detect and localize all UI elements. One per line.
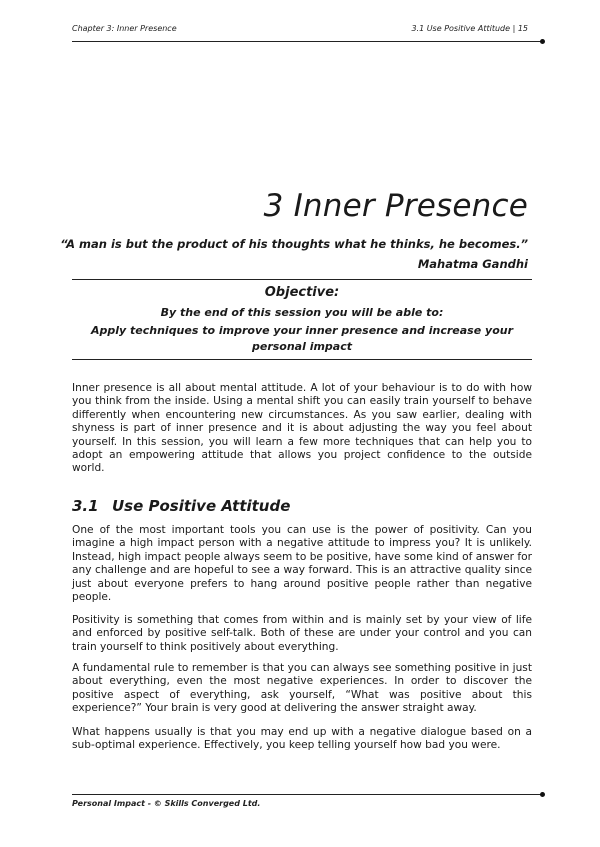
footer-rule-dot-icon bbox=[540, 792, 545, 797]
page-header bbox=[72, 24, 528, 33]
section-heading bbox=[72, 497, 290, 515]
objective-box bbox=[72, 282, 532, 355]
section-paragraph: A fundamental rule to remember is that you can always see something positive in just about everything, even the most negative experiences. In order to discover the positive aspect of everything, ask yourself, “What was positive about this experience?” Your brain is very good at delivering the answer straight away. bbox=[72, 662, 532, 715]
quote-author: Mahatma Gandhi bbox=[417, 257, 528, 271]
header-rule bbox=[72, 41, 542, 42]
header-rule-dot-icon bbox=[540, 39, 545, 44]
footer-rule bbox=[72, 794, 542, 795]
chapter-title: 3 Inner Presence bbox=[263, 188, 528, 224]
section-paragraph: One of the most important tools you can use is the power of positivity. Can you imagine a high impact person with a negative attitude to impress you? It is unlikely. Instead, high impact people always seem to be positive, have some kind of answer for any challenge and are hopeful to see a way forward. This is an attractive quality since just about everyone prefers to hang around positive people rather than negative people. bbox=[72, 524, 532, 604]
objective-bottom-rule bbox=[72, 359, 532, 360]
page-footer: Personal Impact - © Skills Converged Ltd. bbox=[72, 799, 261, 808]
section-paragraph: Positivity is something that comes from within and is mainly set by your view of life and enforced by positive self-talk. Both of these are under your control and you can train yourself to think positively about everything. bbox=[72, 614, 532, 653]
header-section-page: 3.1 Use Positive Attitude | 15 bbox=[411, 24, 528, 33]
objective-title: Objective: bbox=[264, 285, 340, 300]
objective-lead: By the end of this session you will be able to: bbox=[160, 306, 444, 319]
chapter-quote: “A man is but the product of his thoughts what he thinks, he becomes.” bbox=[60, 237, 528, 251]
intro-paragraph: Inner presence is all about mental attitude. A lot of your behaviour is to do with how you think from the inside. Using a mental shift you can easily train yourself to behave differently when encountering new circumstances. As you saw earlier, dealing with shyness is part of inner presence and it is about adjusting the way you feel about yourself. In this session, you will learn a few more techniques that can help you to adopt an empowering attitude that allows you project confidence to the outside world. bbox=[72, 382, 532, 475]
objective-text: Apply techniques to improve your inner presence and increase your personal impact bbox=[90, 324, 514, 353]
section-title: Use Positive Attitude bbox=[112, 497, 291, 515]
objective-top-rule bbox=[72, 279, 532, 280]
section-paragraph: What happens usually is that you may end up with a negative dialogue based on a sub-optimal experience. Effectively, you keep telling yourself how bad you were. bbox=[72, 726, 532, 752]
header-chapter: Chapter 3: Inner Presence bbox=[72, 24, 177, 33]
section-number: 3.1 bbox=[72, 497, 99, 515]
